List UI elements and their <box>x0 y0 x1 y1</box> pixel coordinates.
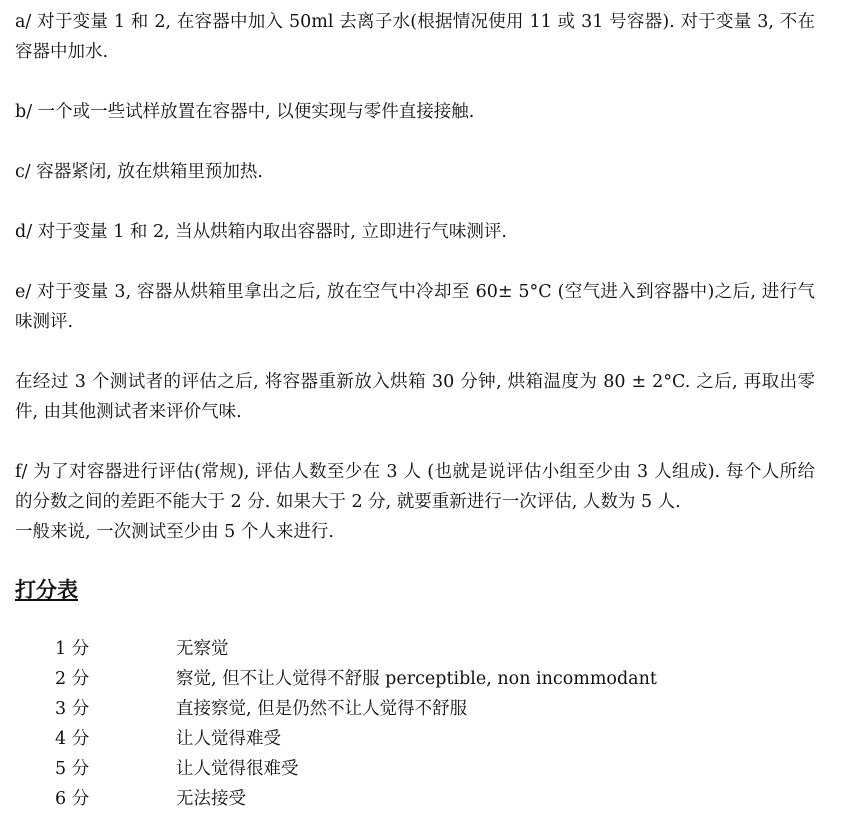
paragraph-re-evaluation: 在经过 3 个测试者的评估之后, 将容器重新放入烘箱 30 分钟, 烘箱温度为 80 ± 2°C. 之后, 再取出零件, 由其他测试者来评价气味. <box>15 372 815 422</box>
paragraph-f: f/ 为了对容器进行评估(常规), 评估人数至少在 3 人 (也就是说评估小组至少由 3 人组成). 每个人所给的分数之间的差距不能大于 2 分. 如果大于 2 分, 就要重新进行一次评估, 人数为 5 人. <box>15 462 815 512</box>
paragraph-f-block <box>15 457 815 547</box>
score-value: 4 分 <box>55 729 90 749</box>
score-description: 直接察觉, 但是仍然不让人觉得不舒服 <box>176 699 468 719</box>
score-description: 无察觉 <box>176 639 229 659</box>
score-row <box>55 754 755 784</box>
score-row <box>55 634 755 664</box>
score-value: 3 分 <box>55 699 90 719</box>
score-value: 2 分 <box>55 669 90 689</box>
score-table <box>55 634 755 814</box>
paragraph-c: c/ 容器紧闭, 放在烘箱里预加热. <box>15 162 263 182</box>
score-description: 无法接受 <box>176 789 246 809</box>
paragraph-e: e/ 对于变量 3, 容器从烘箱里拿出之后, 放在空气中冷却至 60± 5°C (空气进入到容器中)之后, 进行气味测评. <box>15 282 815 332</box>
score-value: 6 分 <box>55 789 90 809</box>
score-value: 1 分 <box>55 639 90 659</box>
score-row <box>55 664 755 694</box>
score-row <box>55 724 755 754</box>
score-table-title: 打分表 <box>15 577 78 602</box>
paragraph-a: a/ 对于变量 1 和 2, 在容器中加入 50ml 去离子水(根据情况使用 11 或 31 号容器). 对于变量 3, 不在容器中加水. <box>15 12 815 62</box>
score-description: 察觉, 但不让人觉得不舒服 perceptible, non incommodant <box>176 669 657 689</box>
paragraph-general: 一般来说, 一次测试至少由 5 个人来进行. <box>15 522 334 542</box>
score-row <box>55 784 755 814</box>
score-row <box>55 694 755 724</box>
score-value: 5 分 <box>55 759 90 779</box>
paragraph-d: d/ 对于变量 1 和 2, 当从烘箱内取出容器时, 立即进行气味测评. <box>15 222 507 242</box>
score-description: 让人觉得难受 <box>176 729 281 749</box>
score-description: 让人觉得很难受 <box>176 759 299 779</box>
paragraph-b: b/ 一个或一些试样放置在容器中, 以便实现与零件直接接触. <box>15 102 475 122</box>
